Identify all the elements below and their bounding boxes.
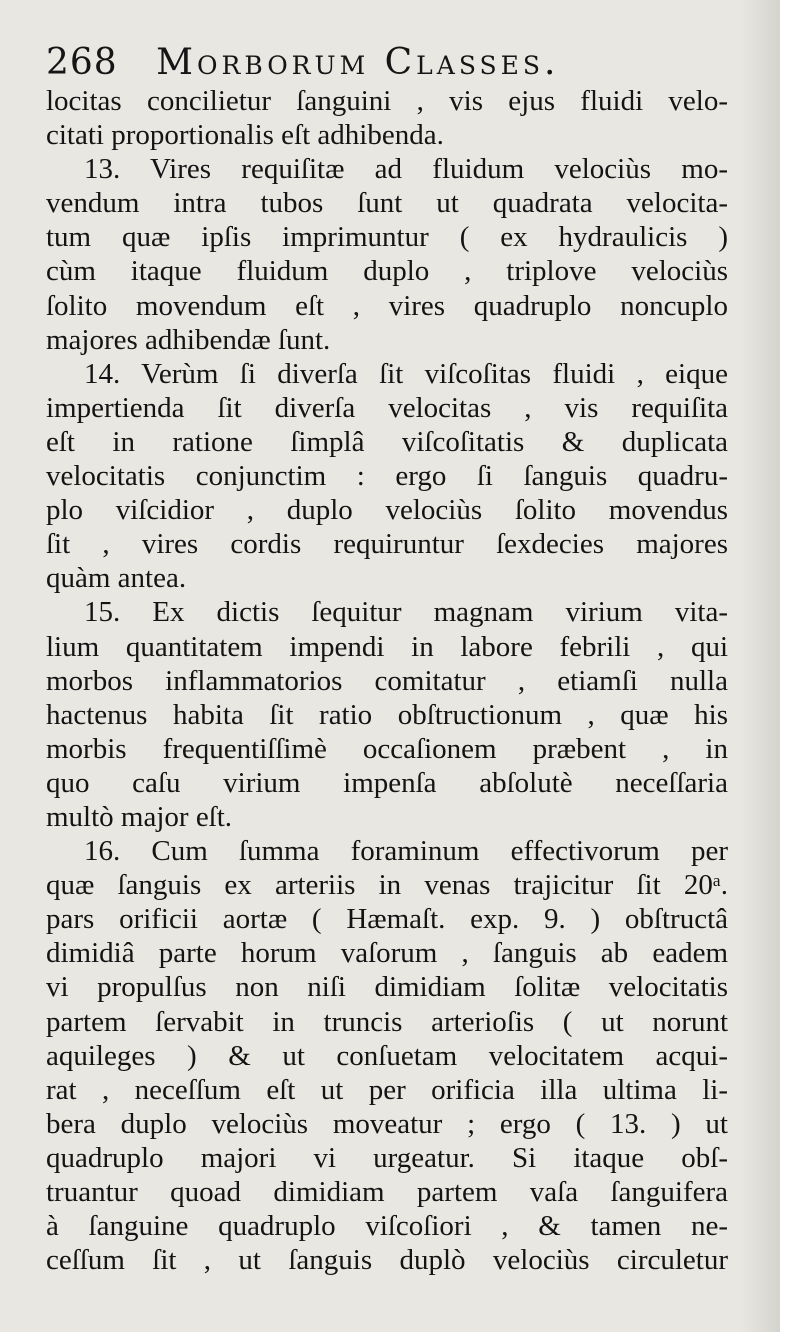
text-line: multò major eſt. (46, 800, 233, 833)
text-line: vi propulſus non niſi dimidiam ſolitæ velocitatis (46, 971, 728, 1004)
text-line: aquileges ) & ut conſuetam velocitatem acqui- (46, 1039, 728, 1072)
text-line: vendum intra tubos ſunt ut quadrata velocita- (46, 187, 728, 220)
text-line: quæ ſanguis ex arteriis in venas trajicitur ſit 20ᵃ. (46, 869, 728, 902)
text-line: partem ſervabit in truncis arterioſis ( ut norunt (46, 1005, 728, 1038)
text-line: locitas concilietur ſanguini , vis ejus fluidi velo- (46, 85, 728, 117)
text-line: quadruplo majori vi urgeatur. Si itaque obſ- (46, 1141, 728, 1174)
text-line: impertienda ſit diverſa velocitas , vis requiſita (46, 391, 728, 424)
text-line: 14. Verùm ſi diverſa ſit viſcoſitas fluidi , eique (84, 357, 728, 390)
text-line: ſit , vires cordis requiruntur ſexdecies majores (46, 528, 728, 561)
text-line: majores adhibendæ ſunt. (46, 323, 331, 356)
text-line: eſt in ratione ſimplâ viſcoſitatis & duplicata (46, 425, 728, 458)
text-line: bera duplo velociùs moveatur ; ergo ( 13. ) ut (46, 1107, 728, 1140)
text-line: 16. Cum ſumma foraminum effectivorum per (84, 835, 728, 868)
text-line: citati proportionalis eſt adhibenda. (46, 119, 444, 152)
text-line: à ſanguine quadruplo viſcoſiori , & tamen ne- (46, 1210, 728, 1243)
text-line: rat , neceſſum eſt ut per orificia illa ultima li- (46, 1073, 728, 1106)
text-line: plo viſcidior , duplo velociùs ſolito movendus (46, 494, 728, 527)
page-header (46, 42, 726, 88)
text-line: lium quantitatem impendi in labore febrili , qui (46, 630, 728, 663)
body-text (46, 84, 728, 1277)
text-line: ceſſum ſit , ut ſanguis duplò velociùs circuletur (46, 1244, 728, 1277)
text-line: morbis frequentiſſimè occaſionem præbent , in (46, 732, 728, 765)
text-line: morbos inflammatorios comitatur , etiamſi nulla (46, 664, 728, 697)
text-line: quo caſu virium impenſa abſolutè neceſſaria (46, 766, 728, 799)
text-line: 15. Ex dictis ſequitur magnam virium vita- (84, 596, 728, 629)
text-line: 13. Vires requiſitæ ad fluidum velociùs mo- (84, 153, 728, 186)
text-line: hactenus habita ſit ratio obſtructionum , quæ his (46, 698, 728, 731)
running-title: Morborum Classes. (156, 42, 560, 83)
text-line: truantur quoad dimidiam partem vaſa ſanguifera (46, 1176, 728, 1208)
page-number: 268 (46, 42, 118, 83)
text-line: dimidiâ parte horum vaſorum , ſanguis ab eadem (46, 937, 728, 970)
text-line: tum quæ ipſis imprimuntur ( ex hydraulicis ) (46, 221, 728, 254)
text-line: quàm antea. (46, 562, 187, 595)
text-line: ſolito movendum eſt , vires quadruplo noncuplo (46, 289, 728, 322)
text-line: cùm itaque fluidum duplo , triplove velociùs (46, 255, 728, 288)
text-line: pars orificii aortæ ( Hæmaſt. exp. 9. ) obſtructâ (46, 903, 728, 936)
text-line: velocitatis conjunctim : ergo ſi ſanguis quadru- (46, 460, 728, 493)
